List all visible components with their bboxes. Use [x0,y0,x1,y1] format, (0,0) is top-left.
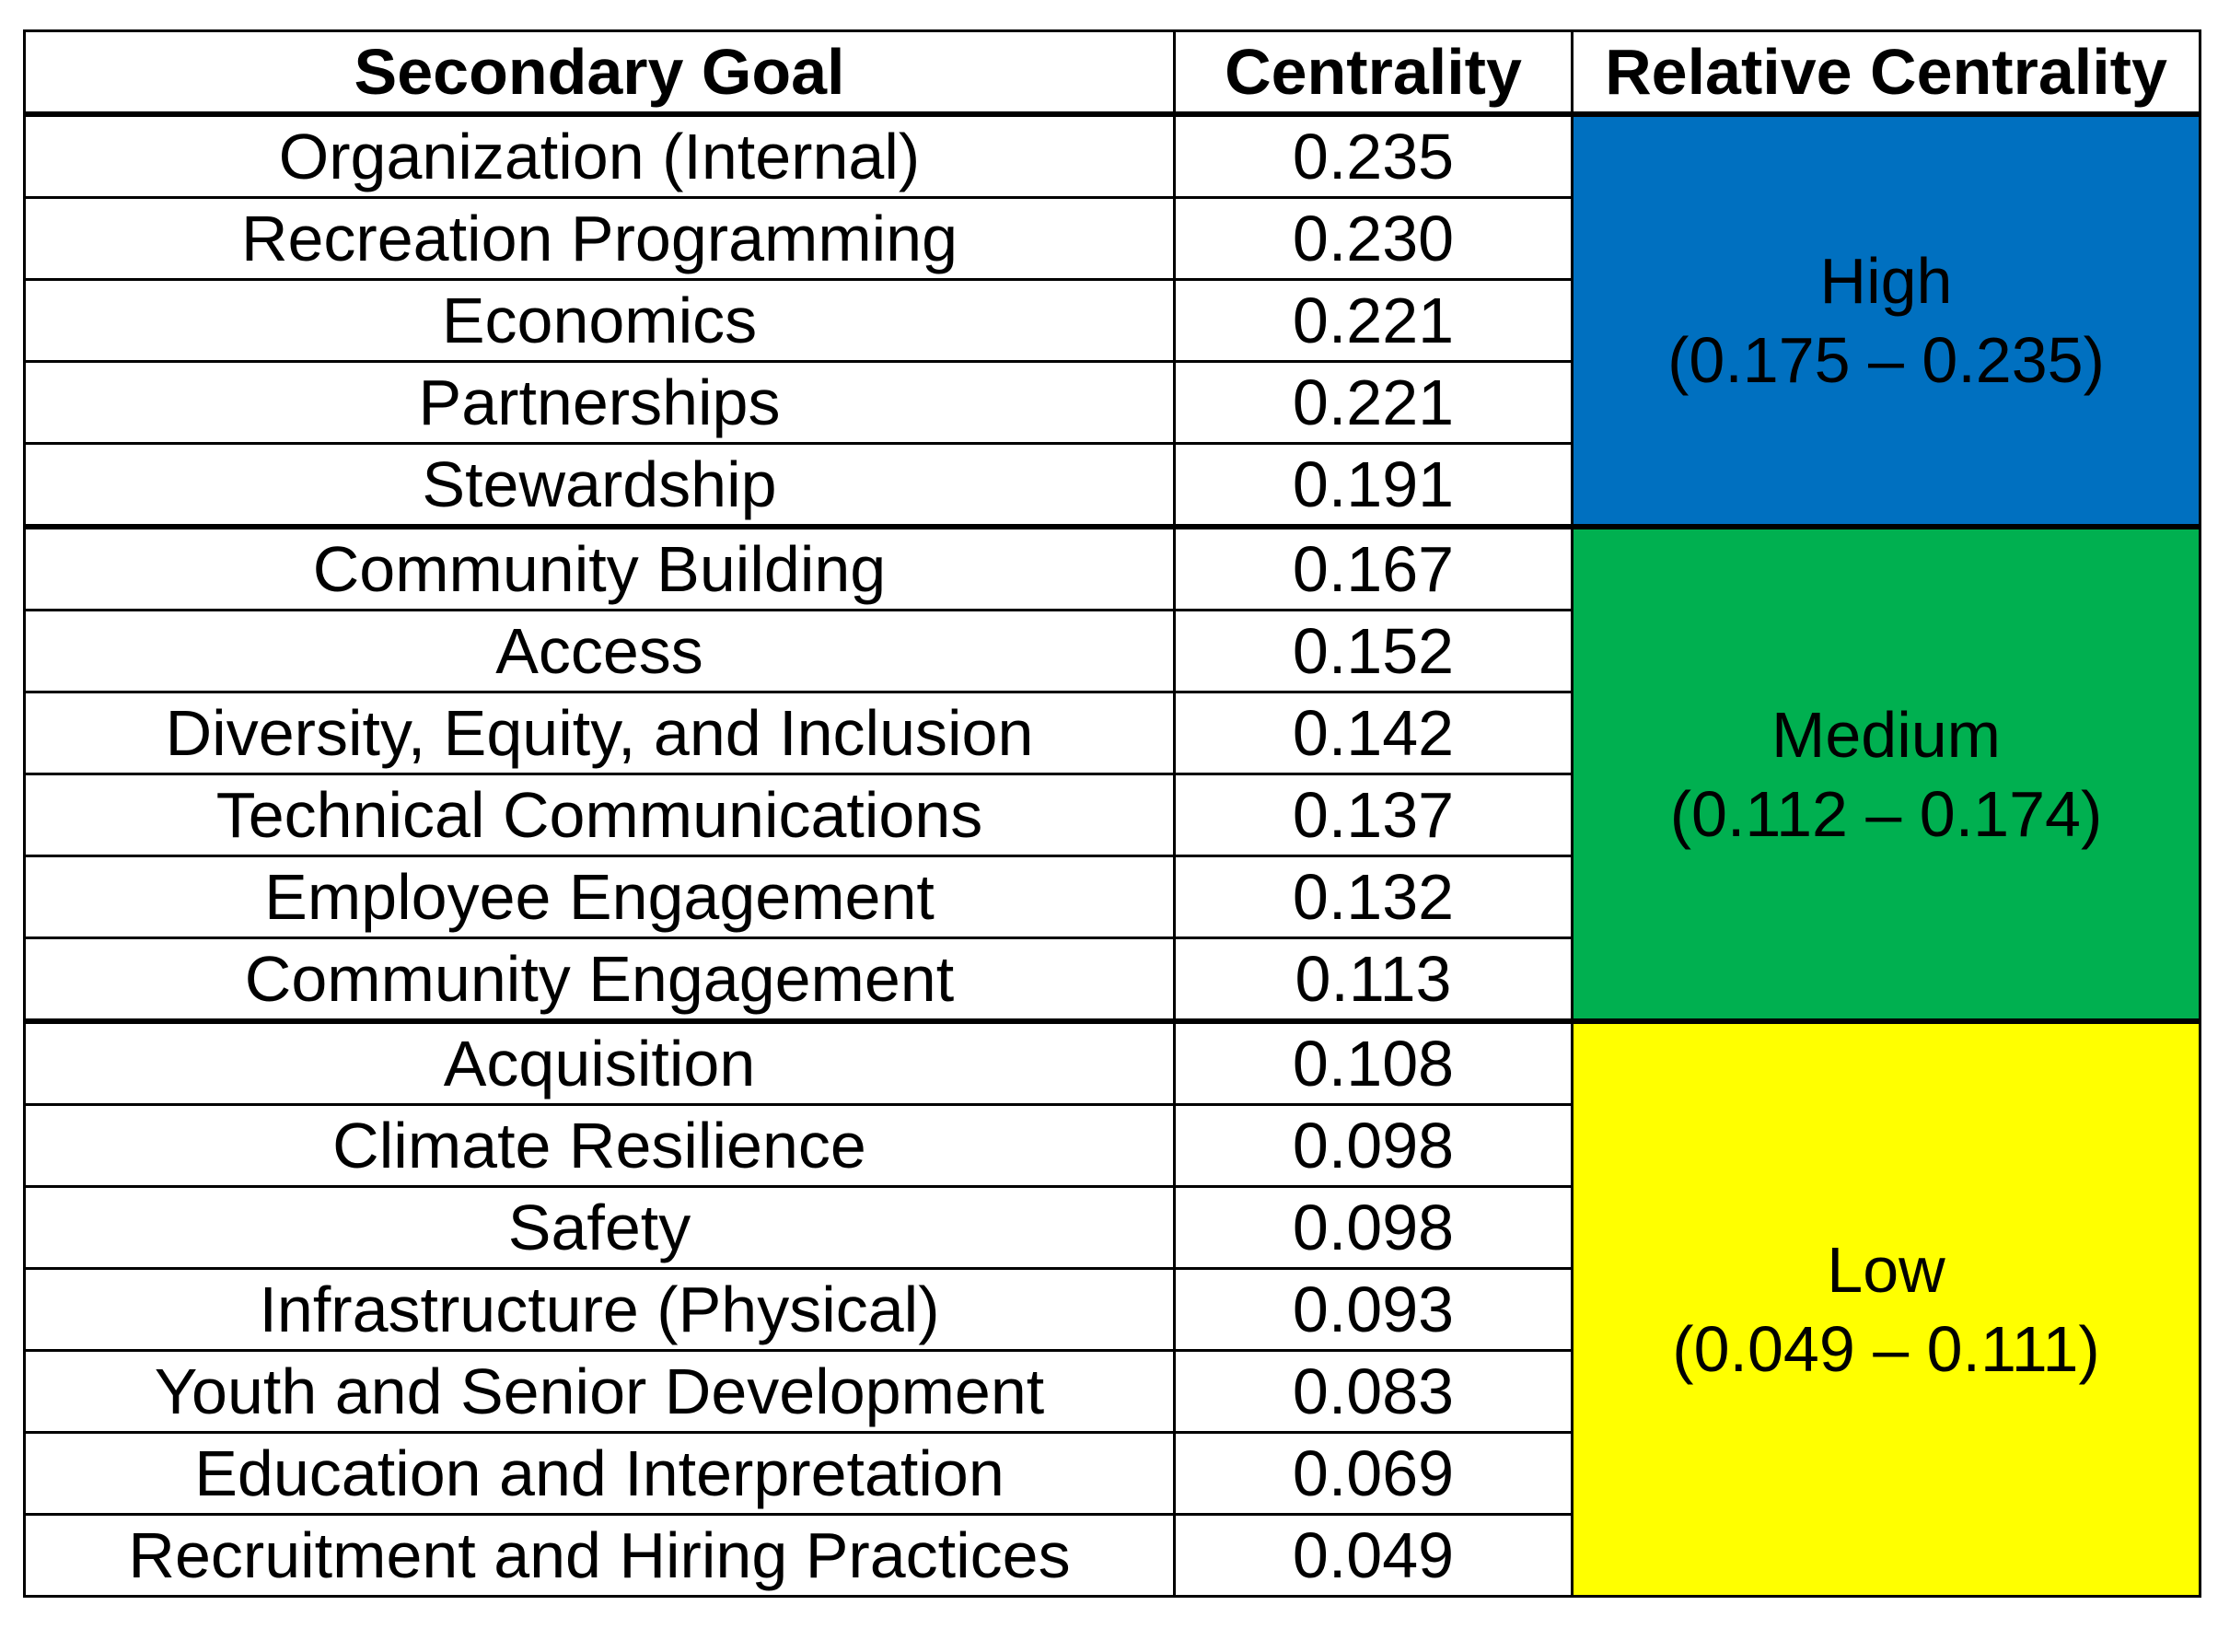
secondary-goal-cell: Stewardship [25,444,1175,528]
relative-centrality-band-high [1573,114,2201,527]
band-label: Medium [1771,698,2001,771]
band-range: (0.112 – 0.174) [1669,777,2103,850]
secondary-goal-cell: Organization (Internal) [25,114,1175,198]
secondary-goal-cell: Employee Engagement [25,856,1175,938]
centrality-cell: 0.093 [1175,1269,1573,1351]
centrality-cell: 0.083 [1175,1351,1573,1433]
secondary-goal-cell: Economics [25,280,1175,362]
secondary-goal-cell: Partnerships [25,362,1175,444]
secondary-goal-cell: Climate Resilience [25,1105,1175,1187]
centrality-cell: 0.132 [1175,856,1573,938]
secondary-goal-cell: Youth and Senior Development [25,1351,1175,1433]
header-centrality: Centrality [1175,31,1573,115]
centrality-table [23,29,2201,1598]
band-label: Low [1827,1234,1945,1306]
centrality-cell: 0.221 [1175,280,1573,362]
secondary-goal-cell: Recreation Programming [25,198,1175,280]
centrality-cell: 0.221 [1175,362,1573,444]
centrality-cell: 0.137 [1175,774,1573,856]
table-body [25,114,2201,1597]
centrality-cell: 0.142 [1175,692,1573,774]
header-relative-centrality: Relative Centrality [1573,31,2201,115]
band-label: High [1819,245,1953,317]
secondary-goal-cell: Technical Communications [25,774,1175,856]
header-row [25,31,2201,115]
centrality-cell: 0.191 [1175,444,1573,528]
centrality-cell: 0.098 [1175,1187,1573,1269]
header-secondary-goal: Secondary Goal [25,31,1175,115]
centrality-cell: 0.049 [1175,1515,1573,1597]
relative-centrality-band-medium [1573,527,2201,1021]
secondary-goal-cell: Education and Interpretation [25,1433,1175,1515]
band-range: (0.049 – 0.111) [1672,1313,2100,1385]
relative-centrality-band-low [1573,1021,2201,1597]
secondary-goal-cell: Diversity, Equity, and Inclusion [25,692,1175,774]
centrality-cell: 0.152 [1175,611,1573,692]
table-row [25,1021,2201,1105]
centrality-cell: 0.167 [1175,527,1573,611]
secondary-goal-cell: Community Engagement [25,938,1175,1022]
centrality-cell: 0.098 [1175,1105,1573,1187]
secondary-goal-cell: Recruitment and Hiring Practices [25,1515,1175,1597]
centrality-cell: 0.230 [1175,198,1573,280]
secondary-goal-cell: Acquisition [25,1021,1175,1105]
centrality-cell: 0.108 [1175,1021,1573,1105]
secondary-goal-cell: Infrastructure (Physical) [25,1269,1175,1351]
secondary-goal-cell: Access [25,611,1175,692]
table-row [25,114,2201,198]
centrality-cell: 0.113 [1175,938,1573,1022]
centrality-cell: 0.069 [1175,1433,1573,1515]
centrality-cell: 0.235 [1175,114,1573,198]
secondary-goal-cell: Community Building [25,527,1175,611]
table-row [25,527,2201,611]
centrality-table-container [23,29,2201,1598]
band-range: (0.175 – 0.235) [1667,324,2105,396]
secondary-goal-cell: Safety [25,1187,1175,1269]
